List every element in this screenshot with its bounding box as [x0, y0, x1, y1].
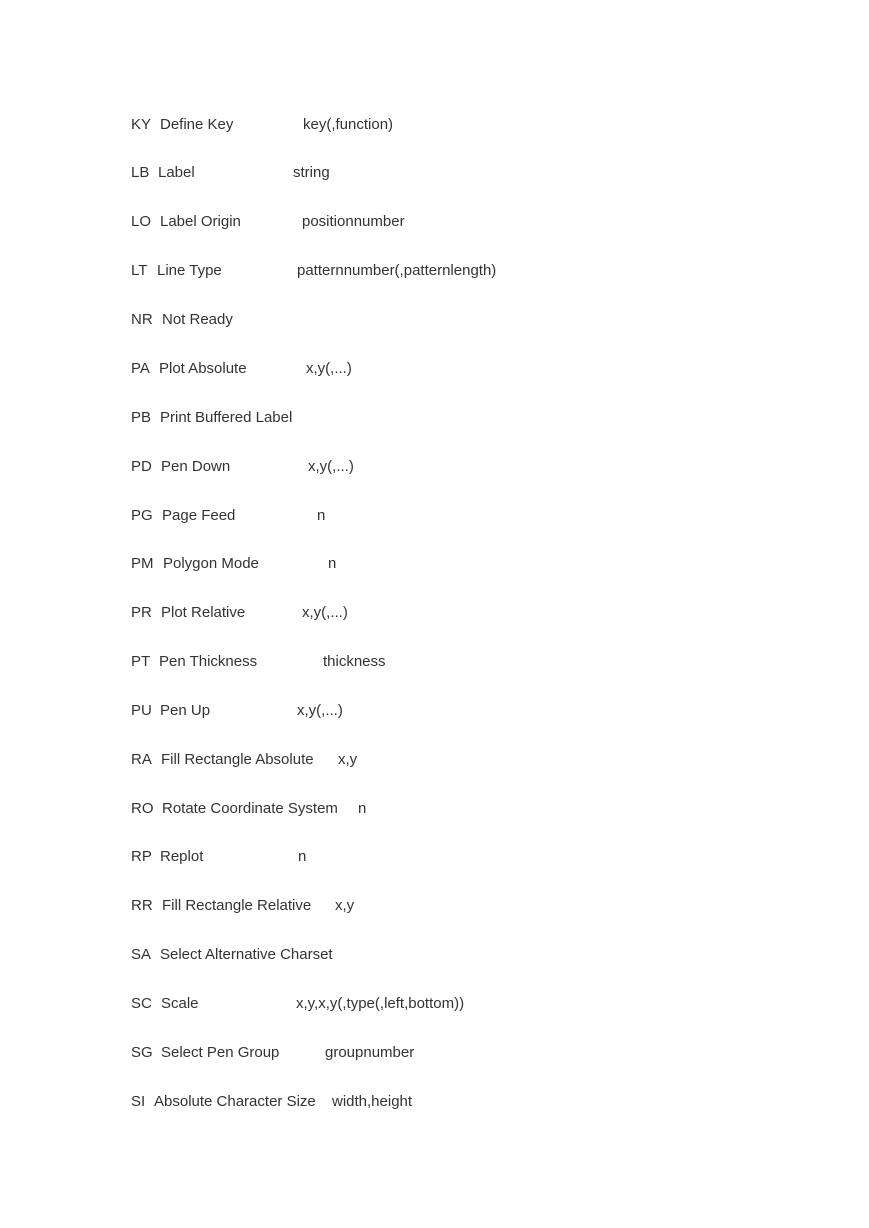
command-name: Polygon Mode	[163, 555, 259, 572]
command-code: PT	[131, 653, 151, 670]
command-code: PR	[131, 604, 152, 621]
command-name: Replot	[160, 848, 204, 865]
command-params: n	[328, 555, 337, 572]
command-code: LT	[131, 262, 148, 279]
command-name: Pen Down	[161, 458, 231, 475]
command-name: Plot Absolute	[159, 360, 247, 377]
command-name: Label	[158, 164, 195, 181]
command-name: Scale	[161, 995, 199, 1012]
command-code: LB	[131, 164, 150, 181]
command-params: width,height	[332, 1093, 413, 1110]
command-name: Print Buffered Label	[160, 409, 293, 426]
command-name: Fill Rectangle Relative	[162, 897, 312, 914]
command-name: Not Ready	[162, 311, 233, 328]
command-name: Page Feed	[162, 507, 236, 524]
command-code: SA	[131, 946, 152, 963]
command-params: n	[317, 507, 326, 524]
command-name: Select Pen Group	[161, 1044, 280, 1061]
command-params: x,y(,...)	[306, 360, 352, 377]
command-code: RR	[131, 897, 153, 914]
command-code: PU	[131, 702, 152, 719]
command-code: KY	[131, 116, 152, 133]
command-code: PG	[131, 507, 153, 524]
command-params: x,y	[335, 897, 355, 914]
command-code: RA	[131, 751, 152, 768]
command-code: PM	[131, 555, 154, 572]
command-code: PD	[131, 458, 152, 475]
command-name: Pen Thickness	[159, 653, 258, 670]
command-params: groupnumber	[325, 1044, 415, 1061]
command-params: x,y	[338, 751, 358, 768]
command-name: Plot Relative	[161, 604, 246, 621]
command-code: NR	[131, 311, 153, 328]
command-name: Line Type	[157, 262, 222, 279]
command-params: n	[358, 800, 367, 817]
command-name: Select Alternative Charset	[160, 946, 333, 963]
command-params: thickness	[323, 653, 386, 670]
command-code: RO	[131, 800, 154, 817]
command-code: SG	[131, 1044, 153, 1061]
command-code: PA	[131, 360, 150, 377]
command-name: Define Key	[160, 116, 234, 133]
command-name: Pen Up	[160, 702, 211, 719]
command-params: key(,function)	[303, 116, 394, 133]
command-params: patternnumber(,patternlength)	[297, 262, 497, 279]
command-params: x,y(,...)	[308, 458, 354, 475]
command-code: LO	[131, 213, 152, 230]
command-code: RP	[131, 848, 152, 865]
command-name: Rotate Coordinate System	[162, 800, 338, 817]
command-params: x,y(,...)	[302, 604, 348, 621]
command-name: Label Origin	[160, 213, 241, 230]
command-code: SC	[131, 995, 152, 1012]
command-name: Fill Rectangle Absolute	[161, 751, 314, 768]
command-code: SI	[131, 1093, 146, 1110]
command-params: x,y(,...)	[297, 702, 343, 719]
command-code: PB	[131, 409, 152, 426]
command-params: string	[293, 164, 330, 181]
command-name: Absolute Character Size	[154, 1093, 316, 1110]
command-params: n	[298, 848, 307, 865]
command-params: positionnumber	[302, 213, 405, 230]
command-params: x,y,x,y(,type(,left,bottom))	[296, 995, 465, 1012]
